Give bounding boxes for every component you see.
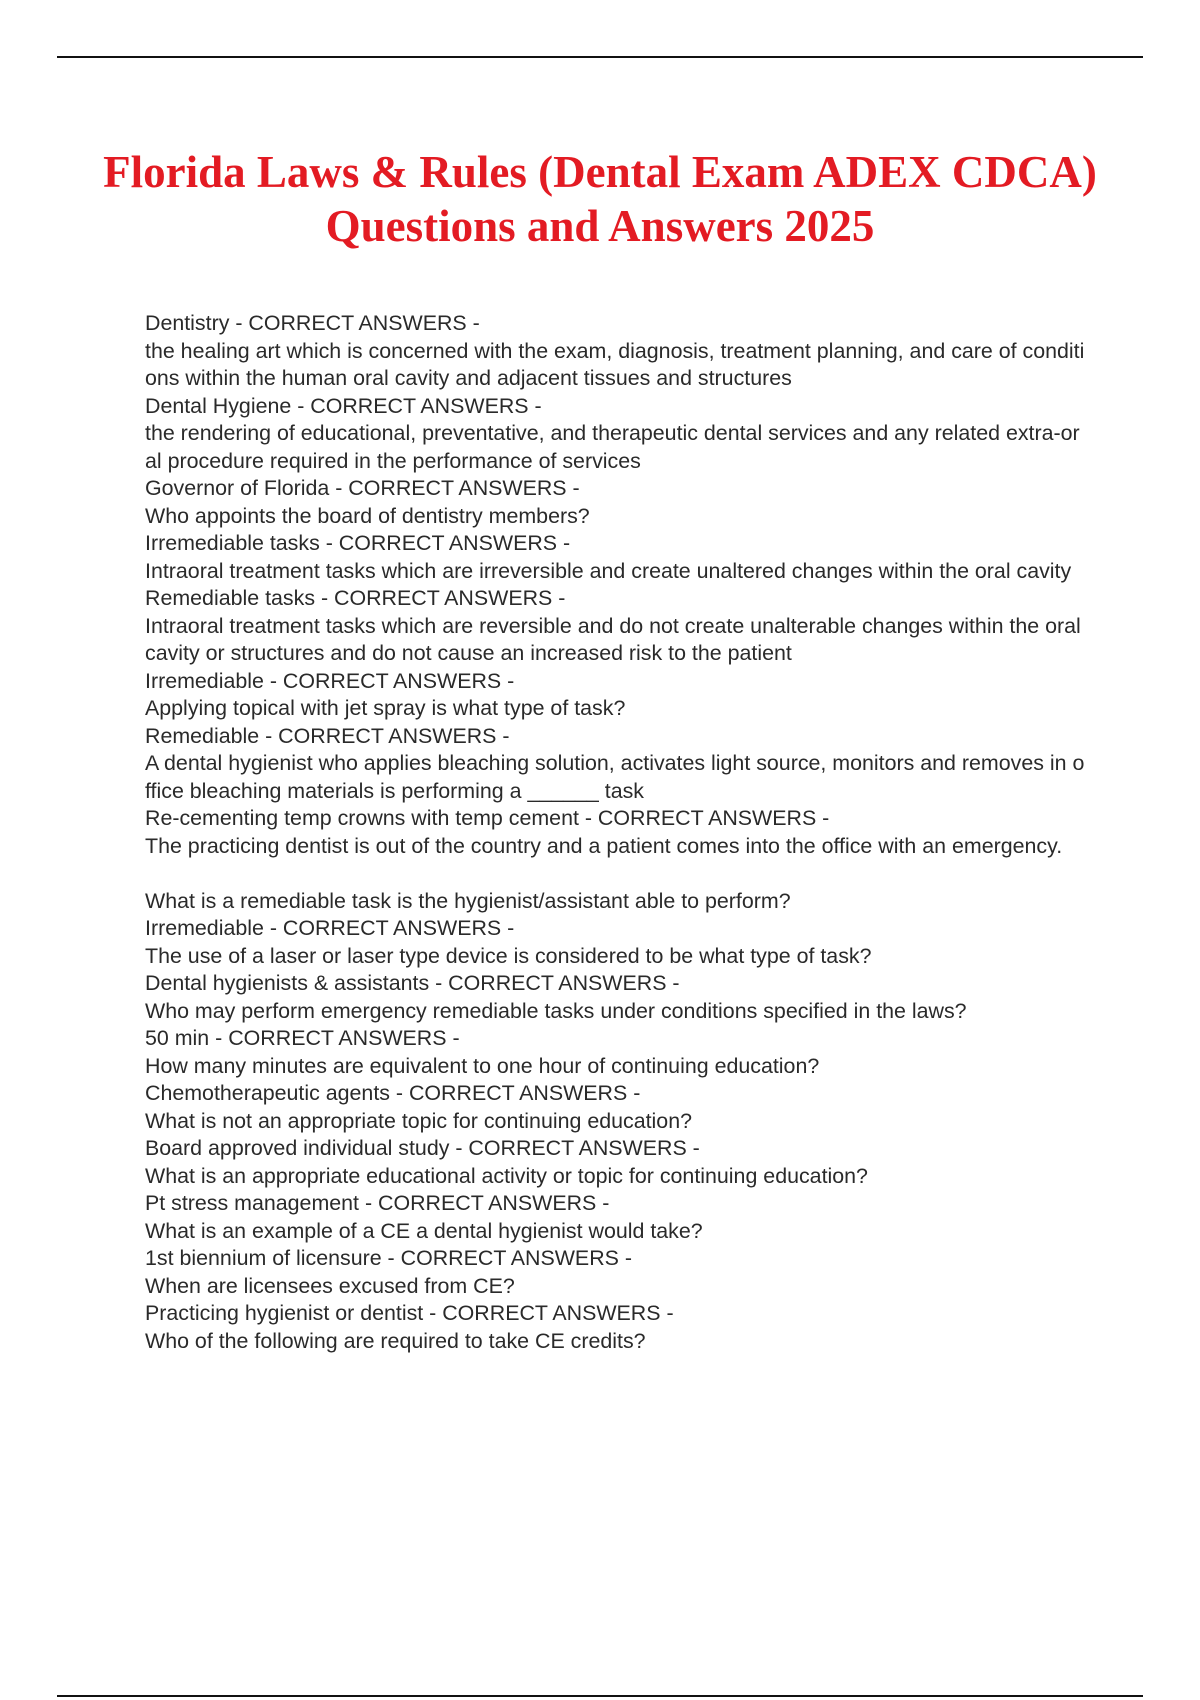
qa-answer: Practicing hygienist or dentist - CORRECT ANSWERS -: [145, 1301, 674, 1325]
qa-answer: 1st biennium of licensure - CORRECT ANSWERS -: [145, 1246, 632, 1270]
qa-question: The use of a laser or laser type device is considered to be what type of task?: [145, 943, 872, 968]
qa-answer: 50 min - CORRECT ANSWERS -: [145, 1026, 460, 1050]
qa-question-continued: What is a remediable task is the hygienist/assistant able to perform?: [145, 888, 791, 913]
qa-question: What is not an appropriate topic for continuing education?: [145, 1108, 692, 1133]
qa-item: [145, 970, 1090, 1025]
qa-item: [145, 915, 1090, 970]
qa-item: [145, 1245, 1090, 1300]
qa-answer: Dental hygienists & assistants - CORRECT ANSWERS -: [145, 971, 680, 995]
qa-question: the healing art which is concerned with the exam, diagnosis, treatment planning, and care of conditions within the human oral cavity and adjacent tissues and structures: [145, 338, 1085, 390]
qa-item: [145, 1135, 1090, 1190]
qa-answer: Dental Hygiene - CORRECT ANSWERS -: [145, 393, 542, 418]
qa-answer: Remediable - CORRECT ANSWERS -: [145, 723, 510, 748]
qa-answer: Irremediable - CORRECT ANSWERS -: [145, 916, 515, 940]
qa-item: [145, 530, 1090, 585]
qa-question: Who appoints the board of dentistry members?: [145, 503, 590, 528]
top-divider: [57, 56, 1143, 58]
qa-answer: Dentistry - CORRECT ANSWERS -: [145, 311, 480, 335]
qa-question: Intraoral treatment tasks which are reversible and do not create unalterable changes within the oral cavity or structures and do not cause an increased risk to the patient: [145, 613, 1087, 665]
qa-question: When are licensees excused from CE?: [145, 1273, 515, 1298]
qa-question: Applying topical with jet spray is what type of task?: [145, 696, 626, 720]
qa-answer: Re-cementing temp crowns with temp cement - CORRECT ANSWERS -: [145, 806, 830, 830]
qa-item: [145, 1300, 1090, 1355]
qa-question: Who may perform emergency remediable tasks under conditions specified in the laws?: [145, 998, 967, 1023]
qa-item: [145, 585, 1090, 668]
qa-question: the rendering of educational, preventative, and therapeutic dental services and any related extra-oral procedure required in the performance of services: [145, 421, 1080, 473]
qa-item: [145, 805, 1090, 915]
qa-answer: Irremediable - CORRECT ANSWERS -: [145, 668, 515, 693]
qa-question: Who of the following are required to take CE credits?: [145, 1328, 646, 1353]
qa-question: The practicing dentist is out of the country and a patient comes into the office with an emergency.: [145, 833, 1063, 858]
qa-answer: Governor of Florida - CORRECT ANSWERS -: [145, 476, 580, 500]
qa-item: [145, 1025, 1090, 1080]
document-title: Florida Laws & Rules (Dental Exam ADEX CDCA) Questions and Answers 2025: [103, 147, 1097, 251]
qa-question: What is an appropriate educational activity or topic for continuing education?: [145, 1163, 868, 1188]
qa-item: [145, 475, 1090, 530]
qa-answer: Remediable tasks - CORRECT ANSWERS -: [145, 586, 566, 610]
qa-answer: Pt stress management - CORRECT ANSWERS -: [145, 1191, 610, 1215]
bottom-divider: [57, 1695, 1143, 1697]
qa-item: [145, 1080, 1090, 1135]
qa-item: [145, 1190, 1090, 1245]
qa-question: A dental hygienist who applies bleaching solution, activates light source, monitors and removes in office bleaching materials is performing a ______ task: [145, 751, 1085, 803]
qa-item: [145, 310, 1090, 393]
blank-line: [145, 860, 1090, 888]
qa-answer: Board approved individual study - CORRECT ANSWERS -: [145, 1136, 700, 1160]
qa-item: [145, 393, 1090, 476]
qa-question: How many minutes are equivalent to one hour of continuing education?: [145, 1053, 820, 1078]
qa-answer: Chemotherapeutic agents - CORRECT ANSWERS -: [145, 1081, 641, 1105]
qa-list: [145, 310, 1090, 1355]
qa-answer: Irremediable tasks - CORRECT ANSWERS -: [145, 531, 571, 555]
qa-item: [145, 723, 1090, 806]
qa-question: What is an example of a CE a dental hygienist would take?: [145, 1218, 703, 1243]
qa-item: [145, 668, 1090, 723]
qa-question: Intraoral treatment tasks which are irreversible and create unaltered changes within the oral cavity: [145, 558, 1072, 583]
